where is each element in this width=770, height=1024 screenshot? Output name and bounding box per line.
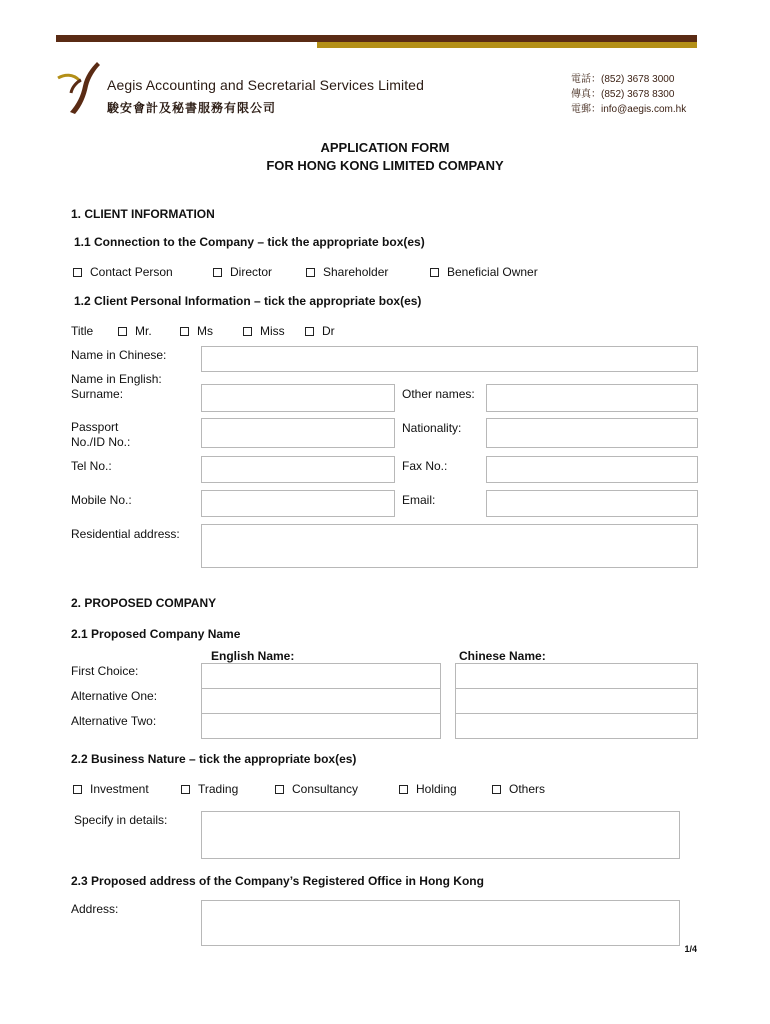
aegis-logo-icon bbox=[55, 60, 105, 115]
alternative-one-label: Alternative One: bbox=[71, 689, 158, 703]
nationality-label: Nationality: bbox=[402, 421, 462, 435]
passport-field[interactable] bbox=[201, 418, 395, 448]
first-choice-label: First Choice: bbox=[71, 664, 139, 678]
section-1-1-heading: 1.1 Connection to the Company – tick the appropriate box(es) bbox=[74, 235, 425, 249]
passport-label-line1: Passport bbox=[71, 420, 119, 434]
specify-details-label: Specify in details: bbox=[74, 813, 168, 827]
connection-contact-person[interactable]: Contact Person bbox=[73, 265, 173, 279]
checkbox[interactable] bbox=[275, 785, 284, 794]
alternative-two-label: Alternative Two: bbox=[71, 714, 157, 728]
english-name-first-field[interactable] bbox=[201, 663, 441, 689]
other-names-field[interactable] bbox=[486, 384, 698, 412]
title-miss[interactable]: Miss bbox=[243, 324, 285, 338]
specify-details-field[interactable] bbox=[201, 811, 680, 859]
company-name-english: Aegis Accounting and Secretarial Services Limited bbox=[107, 77, 424, 93]
other-names-label: Other names: bbox=[402, 387, 475, 401]
checkbox[interactable] bbox=[306, 268, 315, 277]
form-title-line2: FOR HONG KONG LIMITED COMPANY bbox=[266, 158, 504, 173]
name-english-label: Name in English: bbox=[71, 372, 162, 386]
name-chinese-field[interactable] bbox=[201, 346, 698, 372]
section-2-heading: 2. PROPOSED COMPANY bbox=[71, 596, 217, 610]
connection-director[interactable]: Director bbox=[213, 265, 272, 279]
english-name-header: English Name: bbox=[211, 649, 295, 663]
section-1-2-heading: 1.2 Client Personal Information – tick the appropriate box(es) bbox=[74, 294, 422, 308]
fax-label: Fax No.: bbox=[402, 459, 448, 473]
section-2-3-heading: 2.3 Proposed address of the Company’s Registered Office in Hong Kong bbox=[71, 874, 484, 888]
checkbox[interactable] bbox=[180, 327, 189, 336]
section-2-2-heading: 2.2 Business Nature – tick the appropriate box(es) bbox=[71, 752, 357, 766]
business-trading[interactable]: Trading bbox=[181, 782, 238, 796]
header-fax: 傳真：(852) 3678 8300 bbox=[571, 89, 675, 100]
checkbox[interactable] bbox=[181, 785, 190, 794]
tel-field[interactable] bbox=[201, 456, 395, 483]
email-field[interactable] bbox=[486, 490, 698, 517]
business-investment[interactable]: Investment bbox=[73, 782, 149, 796]
chinese-name-first-field[interactable] bbox=[455, 663, 698, 689]
checkbox[interactable] bbox=[243, 327, 252, 336]
checkbox[interactable] bbox=[73, 268, 82, 277]
registered-address-label: Address: bbox=[71, 902, 119, 916]
title-ms[interactable]: Ms bbox=[180, 324, 213, 338]
tel-label: Tel No.: bbox=[71, 459, 112, 473]
business-holding[interactable]: Holding bbox=[399, 782, 457, 796]
title-dr[interactable]: Dr bbox=[305, 324, 335, 338]
chinese-name-header: Chinese Name: bbox=[459, 649, 546, 663]
form-title-line1: APPLICATION FORM bbox=[320, 140, 450, 155]
passport-label-line2: No./ID No.: bbox=[71, 435, 131, 449]
checkbox[interactable] bbox=[118, 327, 127, 336]
checkbox[interactable] bbox=[430, 268, 439, 277]
mobile-label: Mobile No.: bbox=[71, 493, 132, 507]
page-number: 1/4 bbox=[684, 944, 697, 954]
english-name-alt1-field[interactable] bbox=[201, 688, 441, 714]
business-consultancy[interactable]: Consultancy bbox=[275, 782, 358, 796]
nationality-field[interactable] bbox=[486, 418, 698, 448]
section-2-1-heading: 2.1 Proposed Company Name bbox=[71, 627, 241, 641]
header-bar-dark bbox=[56, 35, 697, 42]
business-others[interactable]: Others bbox=[492, 782, 545, 796]
connection-beneficial-owner[interactable]: Beneficial Owner bbox=[430, 265, 538, 279]
chinese-name-alt2-field[interactable] bbox=[455, 713, 698, 739]
title-label: Title bbox=[71, 324, 94, 338]
section-1-heading: 1. CLIENT INFORMATION bbox=[71, 207, 215, 221]
chinese-name-alt1-field[interactable] bbox=[455, 688, 698, 714]
header-tel: 電話：(852) 3678 3000 bbox=[571, 74, 675, 85]
company-name-chinese: 駿安會計及秘書服務有限公司 bbox=[107, 101, 277, 115]
name-chinese-label: Name in Chinese: bbox=[71, 348, 167, 362]
header-email: 電郵：info@aegis.com.hk bbox=[571, 104, 687, 115]
checkbox[interactable] bbox=[213, 268, 222, 277]
connection-shareholder[interactable]: Shareholder bbox=[306, 265, 388, 279]
header-bar-gold bbox=[317, 42, 697, 48]
english-name-alt2-field[interactable] bbox=[201, 713, 441, 739]
registered-address-field[interactable] bbox=[201, 900, 680, 946]
surname-label: Surname: bbox=[71, 387, 124, 401]
residential-address-label: Residential address: bbox=[71, 527, 180, 541]
checkbox[interactable] bbox=[73, 785, 82, 794]
checkbox[interactable] bbox=[399, 785, 408, 794]
fax-field[interactable] bbox=[486, 456, 698, 483]
mobile-field[interactable] bbox=[201, 490, 395, 517]
title-mr[interactable]: Mr. bbox=[118, 324, 152, 338]
checkbox[interactable] bbox=[492, 785, 501, 794]
checkbox[interactable] bbox=[305, 327, 314, 336]
email-label: Email: bbox=[402, 493, 436, 507]
surname-field[interactable] bbox=[201, 384, 395, 412]
residential-address-field[interactable] bbox=[201, 524, 698, 568]
